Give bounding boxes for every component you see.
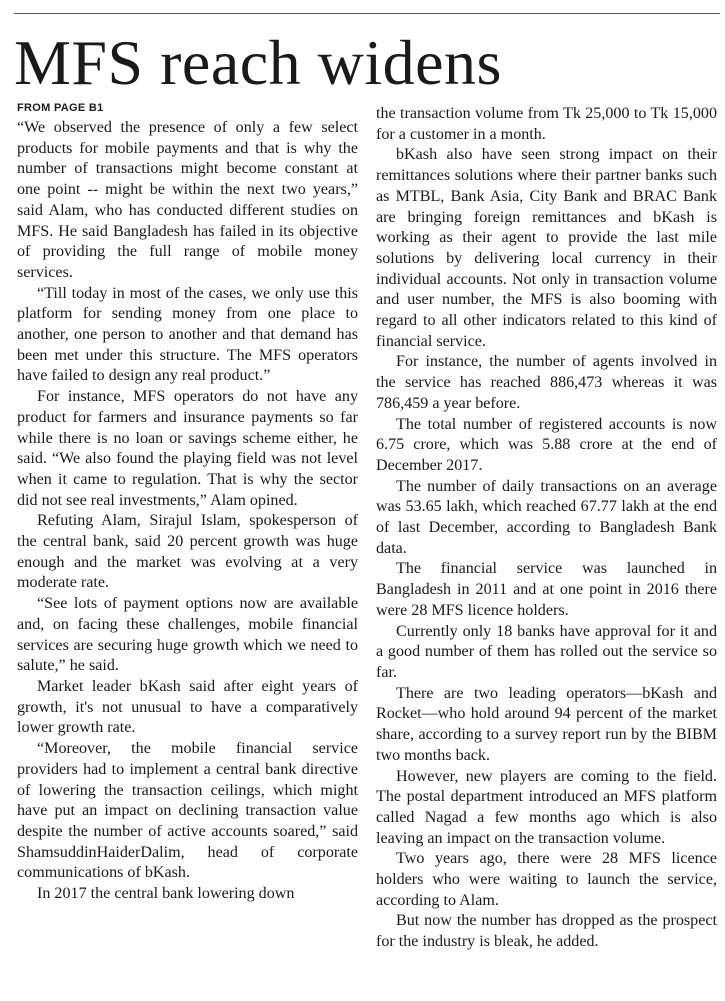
paragraph: The number of daily transactions on an average was 53.65 lakh, which reached 67.77 lakh at the end of last December, according to Bangladesh Bank data. — [376, 477, 717, 557]
paragraph: “Till today in most of the cases, we only use this platform for sending money from one place to another, one person to another and that demand has been met under this structure. The MFS operators have failed to design any real product.” — [17, 284, 358, 385]
left-column — [17, 101, 358, 905]
kicker: FROM PAGE B1 — [17, 102, 104, 114]
headline: MFS reach widens — [14, 27, 502, 98]
paragraph: The total number of registered accounts is now 6.75 crore, which was 5.88 crore at the end of December 2017. — [376, 415, 717, 474]
paragraph: “Moreover, the mobile financial service providers had to implement a central bank directive of lowering the transaction ceilings, which might have put an impact on declining transaction value despite the number of active accounts soared,” said ShamsuddinHaiderDalim, head of corporate communications of bKash. — [17, 740, 358, 882]
paragraph: For instance, the number of agents involved in the service has reached 886,473 whereas it was 786,459 a year before. — [376, 353, 717, 412]
paragraph: The financial service was launched in Bangladesh in 2011 and at one point in 2016 there were 28 MFS licence holders. — [376, 560, 717, 619]
paragraph: In 2017 the central bank lowering down — [37, 885, 295, 903]
right-column — [376, 104, 717, 953]
paragraph: However, new players are coming to the field. The postal department introduced an MFS platform called Nagad a few months ago which is also leaving an impact on the transaction volume. — [376, 767, 717, 847]
paragraph: Refuting Alam, Sirajul Islam, spokesperson of the central bank, said 20 percent growth was huge enough and the market was evolving at a very moderate rate. — [17, 512, 358, 592]
paragraph: Two years ago, there were 28 MFS licence holders who were waiting to launch the service, according to Alam. — [376, 850, 717, 909]
paragraph: For instance, MFS operators do not have any product for farmers and insurance payments so far while there is no loan or savings scheme either, he said. “We also found the playing field was not level when it came to regulation. That is why the sector did not see real investments,” Alam opined. — [17, 388, 358, 509]
paragraph: “We observed the presence of only a few select products for mobile payments and that is why the number of transactions might become constant at one point -- might be within the next two years,” said Alam, who has conducted different studies on MFS. He said Bangladesh has failed in its objective of providing the full range of mobile money services. — [17, 119, 358, 281]
paragraph: “See lots of payment options now are available and, on facing these challenges, mobile financial services are securing huge growth which we need to salute,” he said. — [17, 595, 358, 675]
top-rule — [14, 13, 720, 14]
paragraph: bKash also have seen strong impact on their remittances solutions where their partner banks such as MTBL, Bank Asia, City Bank and BRAC Bank are bringing foreign remittances and bKash is working as their agent to provide the last mile solutions by delivering local currency in their individual accounts. Not only in transaction volume and user number, the MFS is also booming with regard to all other indicators related to this kind of financial service. — [376, 146, 717, 350]
paragraph: Currently only 18 banks have approval for it and a good number of them has rolled out the service so far. — [376, 622, 717, 681]
paragraph: There are two leading operators—bKash and Rocket—who hold around 94 percent of the market share, according to a survey report run by the BIBM two months back. — [376, 684, 717, 764]
paragraph-continuation: the transaction volume from Tk 25,000 to Tk 15,000 for a customer in a month. — [376, 105, 717, 143]
paragraph: Market leader bKash said after eight years of growth, it's not unusual to have a comparatively lower growth rate. — [17, 677, 358, 737]
paragraph: But now the number has dropped as the prospect for the industry is bleak, he added. — [376, 912, 717, 951]
